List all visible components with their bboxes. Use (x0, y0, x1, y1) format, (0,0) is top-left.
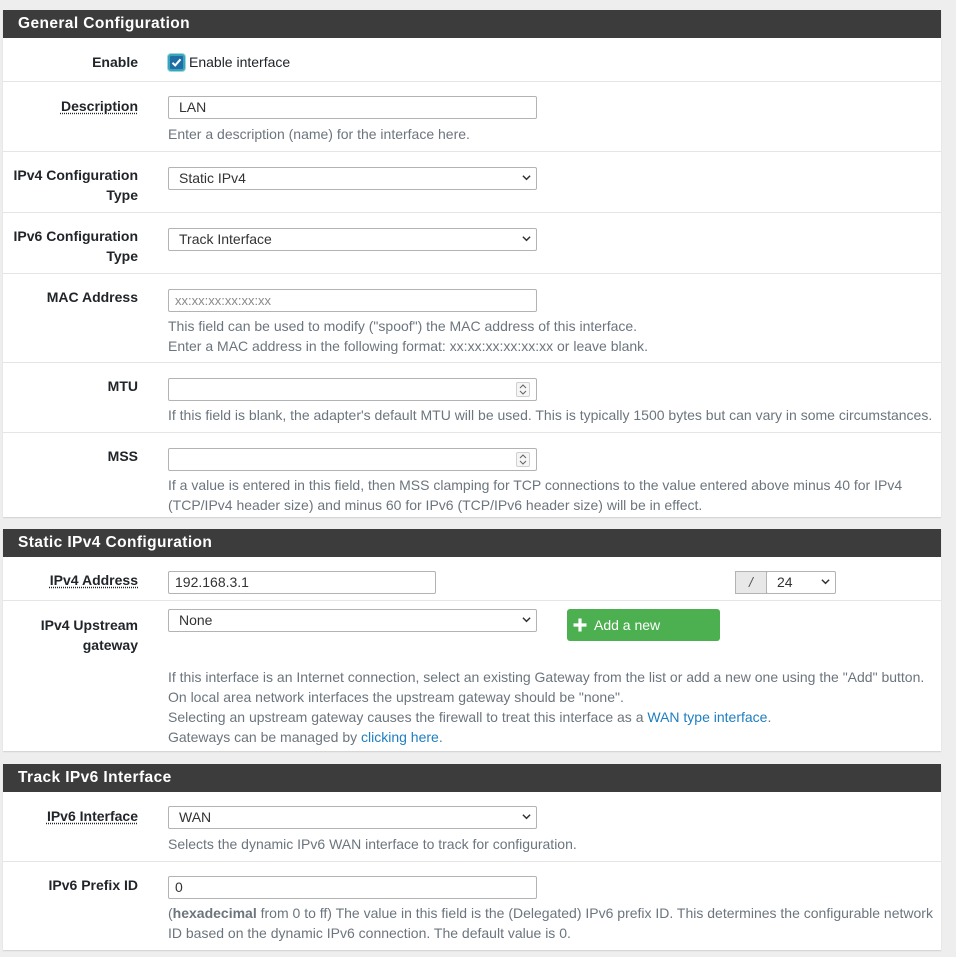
ipv4-gateway-help-line-4-text: Gateways can be managed by (168, 729, 362, 745)
static-ipv4-heading: Static IPv4 Configuration (3, 529, 941, 557)
mac-address-help-line-2: Enter a MAC address in the following format: xx:xx:xx:xx:xx:xx or leave blank. (168, 338, 649, 354)
ipv4-type-label (3, 165, 138, 205)
wan-type-interface-link[interactable]: WAN type interface (647, 709, 768, 725)
ipv6-type-row (3, 213, 941, 274)
ipv4-gateway-selected: None (179, 612, 213, 628)
ipv6-prefix-help-bold: hexadecimal (172, 905, 257, 921)
enable-label: Enable (92, 54, 138, 70)
mtu-help: If this field is blank, the adapter's default MTU will be used. This is typically 1500 bytes but can vary in some circumstances. (168, 407, 933, 423)
ipv6-type-label-line-1: IPv6 Configuration (13, 228, 138, 244)
mss-label: MSS (107, 448, 138, 464)
mss-help-line-2: (TCP/IPv4 header size) and minus 60 for IPv6 (TCP/IPv6 header size) will be in effect. (168, 497, 703, 513)
ipv4-gateway-help-line-4 (168, 727, 924, 747)
ipv6-interface-selected: WAN (179, 809, 212, 825)
general-configuration-heading: General Configuration (3, 10, 941, 38)
chevron-down-icon (821, 577, 830, 586)
ipv4-gateway-help-line-4-end: . (438, 729, 443, 745)
ipv6-prefix-help-open: ( (168, 905, 173, 921)
ipv4-address-input[interactable]: 192.168.3.1 (168, 571, 436, 594)
mac-address-label: MAC Address (46, 289, 138, 305)
ipv4-gateway-help-line-3 (168, 707, 924, 727)
ipv4-gateway-row (3, 601, 941, 751)
ipv4-gateway-select[interactable] (168, 609, 537, 632)
chevron-down-icon (522, 173, 531, 182)
mtu-label: MTU (107, 378, 138, 394)
ipv4-address-label: IPv4 Address (49, 572, 138, 588)
mss-row (3, 433, 941, 522)
ipv6-prefix-input[interactable]: 0 (168, 876, 537, 899)
general-configuration-panel (3, 10, 941, 517)
chevron-down-icon (522, 615, 531, 624)
ipv6-prefix-help-line-2: ID based on the dynamic IPv6 connection. The default value is 0. (168, 925, 571, 941)
enable-interface-label[interactable]: Enable interface (189, 54, 291, 70)
description-row (3, 82, 941, 152)
plus-icon (572, 617, 588, 633)
ipv6-type-select[interactable] (168, 228, 537, 251)
cidr-select[interactable] (766, 571, 836, 594)
ipv6-prefix-help-rest: from 0 to ff) The value in this field is the (Delegated) IPv6 prefix ID. This determines the configurable network (256, 905, 933, 921)
ipv6-interface-label: IPv6 Interface (46, 808, 138, 824)
mac-address-input[interactable]: xx:xx:xx:xx:xx:xx (168, 289, 537, 312)
track-ipv6-panel (3, 764, 941, 950)
static-ipv4-panel (3, 529, 941, 751)
chevron-down-icon (522, 234, 531, 243)
description-label: Description (60, 98, 138, 114)
track-ipv6-heading: Track IPv6 Interface (3, 764, 941, 792)
ipv4-gateway-label-line-2: gateway (82, 637, 138, 653)
mss-help (168, 475, 902, 515)
ipv6-prefix-help-line-1 (168, 903, 933, 923)
ipv6-interface-row (3, 792, 941, 862)
ipv6-prefix-row (3, 862, 941, 950)
mtu-spinner[interactable] (516, 382, 530, 397)
ipv4-gateway-label-line-1: IPv4 Upstream (40, 617, 138, 633)
checkmark-icon (170, 56, 183, 69)
mac-address-row (3, 274, 941, 363)
ipv6-type-selected: Track Interface (179, 231, 272, 247)
description-help: Enter a description (name) for the interface here. (168, 126, 470, 142)
ipv4-address-row (3, 557, 941, 601)
ipv4-gateway-help-line-2: On local area network interfaces the upstream gateway should be "none". (168, 689, 624, 705)
enable-interface-checkbox[interactable] (168, 54, 185, 71)
ipv6-prefix-help (168, 903, 933, 943)
mss-help-line-1: If a value is entered in this field, then MSS clamping for TCP connections to the value entered above minus 40 for IPv4 (168, 477, 903, 493)
spinner-arrows-icon (517, 453, 529, 466)
ipv6-interface-help: Selects the dynamic IPv6 WAN interface to track for configuration. (168, 836, 577, 852)
ipv4-type-label-line-2: Type (106, 187, 138, 203)
mac-address-help-line-1: This field can be used to modify ("spoof") the MAC address of this interface. (168, 318, 638, 334)
ipv4-type-row (3, 152, 941, 213)
ipv6-type-label-line-2: Type (106, 248, 138, 264)
mtu-input[interactable] (168, 378, 537, 401)
description-input[interactable]: LAN (168, 96, 537, 119)
chevron-down-icon (522, 812, 531, 821)
cidr-slash: / (735, 571, 767, 594)
mss-spinner[interactable] (516, 452, 530, 467)
ipv4-gateway-help (168, 667, 924, 747)
ipv6-type-label (3, 226, 138, 266)
enable-row (3, 38, 941, 82)
ipv6-interface-select[interactable] (168, 806, 537, 829)
ipv4-gateway-label (3, 615, 138, 655)
ipv4-gateway-help-line-3-end: . (767, 709, 772, 725)
mac-address-help (168, 316, 648, 356)
ipv4-type-select[interactable] (168, 167, 537, 190)
ipv4-gateway-help-line-1: If this interface is an Internet connection, select an existing Gateway from the list or add a new one using the "Add" button. (168, 669, 925, 685)
ipv4-gateway-help-line-3-text: Selecting an upstream gateway causes the firewall to treat this interface as a (168, 709, 648, 725)
spinner-arrows-icon (517, 383, 529, 396)
ipv6-prefix-label: IPv6 Prefix ID (48, 877, 138, 893)
add-gateway-label: Add a new gateway (594, 617, 661, 665)
add-gateway-button[interactable] (567, 609, 720, 665)
mss-input[interactable] (168, 448, 537, 471)
cidr-selected: 24 (777, 574, 793, 590)
mtu-row (3, 363, 941, 433)
ipv4-type-selected: Static IPv4 (179, 170, 246, 186)
ipv4-type-label-line-1: IPv4 Configuration (13, 167, 138, 183)
clicking-here-link[interactable]: clicking here (361, 729, 439, 745)
